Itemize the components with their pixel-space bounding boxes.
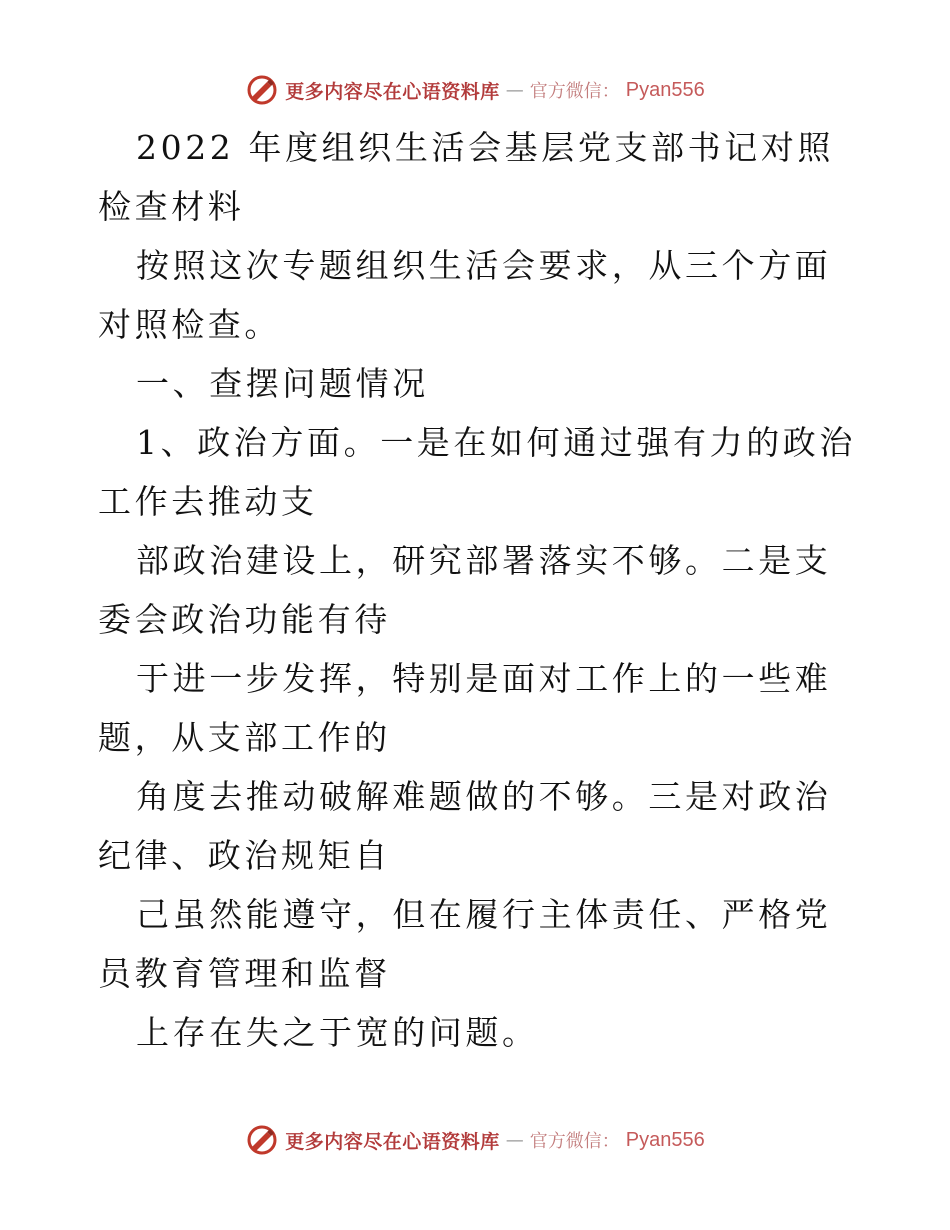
paragraph: 部政治建设上，研究部署落实不够。二是支委会政治功能有待 (98, 541, 832, 639)
paragraph: 角度去推动破解难题做的不够。三是对政治纪律、政治规矩自 (98, 777, 832, 875)
banner-wechat-id: Pyan556 (625, 1128, 705, 1151)
paragraph: 上存在失之于宽的问题。 (136, 1013, 539, 1052)
paragraph: 于进一步发挥，特别是面对工作上的一些难题，从支部工作的 (98, 659, 832, 757)
banner-wechat-label: 官方微信： (529, 81, 620, 102)
banner-separator: — (505, 79, 524, 101)
banner-wechat-id: Pyan556 (625, 78, 705, 101)
section-heading: 一、查摆问题情况 (136, 364, 429, 403)
paragraph: 1、政治方面。一是在如何通过强有力的政治工作去推动支 (98, 423, 856, 521)
paragraph: 己虽然能遵守，但在履行主体责任、严格党员教育管理和监督 (98, 895, 832, 993)
pen-logo-icon (245, 73, 279, 107)
banner-slogan: 更多内容尽在心语资料库 (285, 80, 500, 103)
banner-slogan: 更多内容尽在心语资料库 (285, 1130, 500, 1153)
footer-banner (0, 1120, 950, 1160)
document-body (98, 118, 858, 1062)
header-banner (0, 70, 950, 110)
banner-separator: — (505, 1129, 524, 1151)
pen-logo-icon (245, 1123, 279, 1157)
banner-wechat-label: 官方微信： (529, 1131, 620, 1152)
document-title: 2022 年度组织生活会基层党支部书记对照检查材料 (98, 128, 835, 226)
paragraph: 按照这次专题组织生活会要求，从三个方面对照检查。 (98, 246, 832, 344)
